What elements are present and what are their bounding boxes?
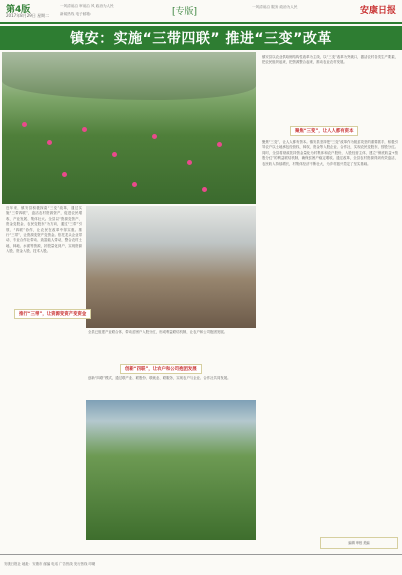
flower-mark [22,122,27,127]
subheading-four-links: 创新“四联”，让农户和公司抱团发展 [120,364,202,374]
flower-mark [112,152,117,157]
editor-credits: 编辑 审校 美编 [320,537,398,549]
flower-mark [152,134,157,139]
page-footer [0,554,402,575]
flower-mark [132,182,137,187]
subheading-three-leads: 推行“三带”，让资源变资产变资金 [14,309,91,319]
flower-mark [62,172,67,177]
photo-greenhouse-field [86,400,256,540]
article-body-middle: 全县已组建产业联合体，带动贫困户入股分红，形成利益联结机制，让农户和公司抱团发展。 [88,330,228,334]
flower-mark [217,142,222,147]
header-slogan-right: 一风清前沿 服务 政治为人民 [252,5,298,9]
article-body-middle-2: 创新“四联”模式，通过联产业、联股份、联就业、联服务，实现农户与企业、合作社共同发展。 [88,376,231,380]
flower-mark [82,127,87,132]
footer-info: 安康日报社 地址：安康市 邮编 电话 广告热线 发行热线 印刷 [4,562,96,566]
flower-mark [187,160,192,165]
newspaper-name: 安康日报 [359,6,396,16]
article-body-left: 近年来，镇安县积极探索“三变”改革，通过实施“三带四联”，盘活农村资源资产，促进农民增收、产业发展、集体壮大。全县以“资源变资产、资金变股金、农民变股东”为方向，通过“三带”引领、“四联”协作，让农民在改革中得实惠。推行“三带”，让资源变资产变资金。依托龙头企业带动、专业合作社带动、致富能人带动，整合农村土地、林地、水面等资源，折股量化到户，实现资源入股、资金入股、技术入股。 [6,206,82,254]
subheading-three-changes: 聚焦“三变”，让人人都有资本 [290,126,358,136]
masthead [0,0,402,24]
header-slogan: 一风清前沿 审前沿 风 政治为人民 [60,4,114,8]
section-label: [专版] [172,7,198,17]
article-body-right: 聚焦“三变”，让人人都有资本。镇安县坚持把“三变”改革作为脱贫攻坚的重要抓手，积极引导农户以土地承包经营权、林权、资金等入股企业、合作社，实现农民变股东，按股分红。同时，全县将财政扶持资金量化为村集体和农户股份，入股经营主体，建立“保底收益+按股分红”的利益联结机制，确保贫困户稳定增收。通过改革，全县农村资源得到有效盘活，农民收入持续增长，村集体经济不断壮大，为乡村振兴奠定了坚实基础。 [262,140,398,166]
photo-meeting-room [86,206,256,328]
article-intro: 镇安县以农业供给侧结构性改革为主线，以“三变”改革为突破口，激活农村各类生产要素，把农民组织起来，把资源整合起来，推动农业农村发展。 [262,55,398,65]
page-headline: 镇安：实施“三带四联” 推进“三变”改革 [70,31,332,47]
flower-mark [47,140,52,145]
page-number: 第4版 [6,5,31,15]
date-line: 2017年8月29日 星期二 [6,13,50,18]
header-contact: 新闻热线 电子邮箱: [60,12,92,16]
flower-mark [202,187,207,192]
mountain-backdrop [2,52,256,100]
photo-flower-field [2,52,256,204]
